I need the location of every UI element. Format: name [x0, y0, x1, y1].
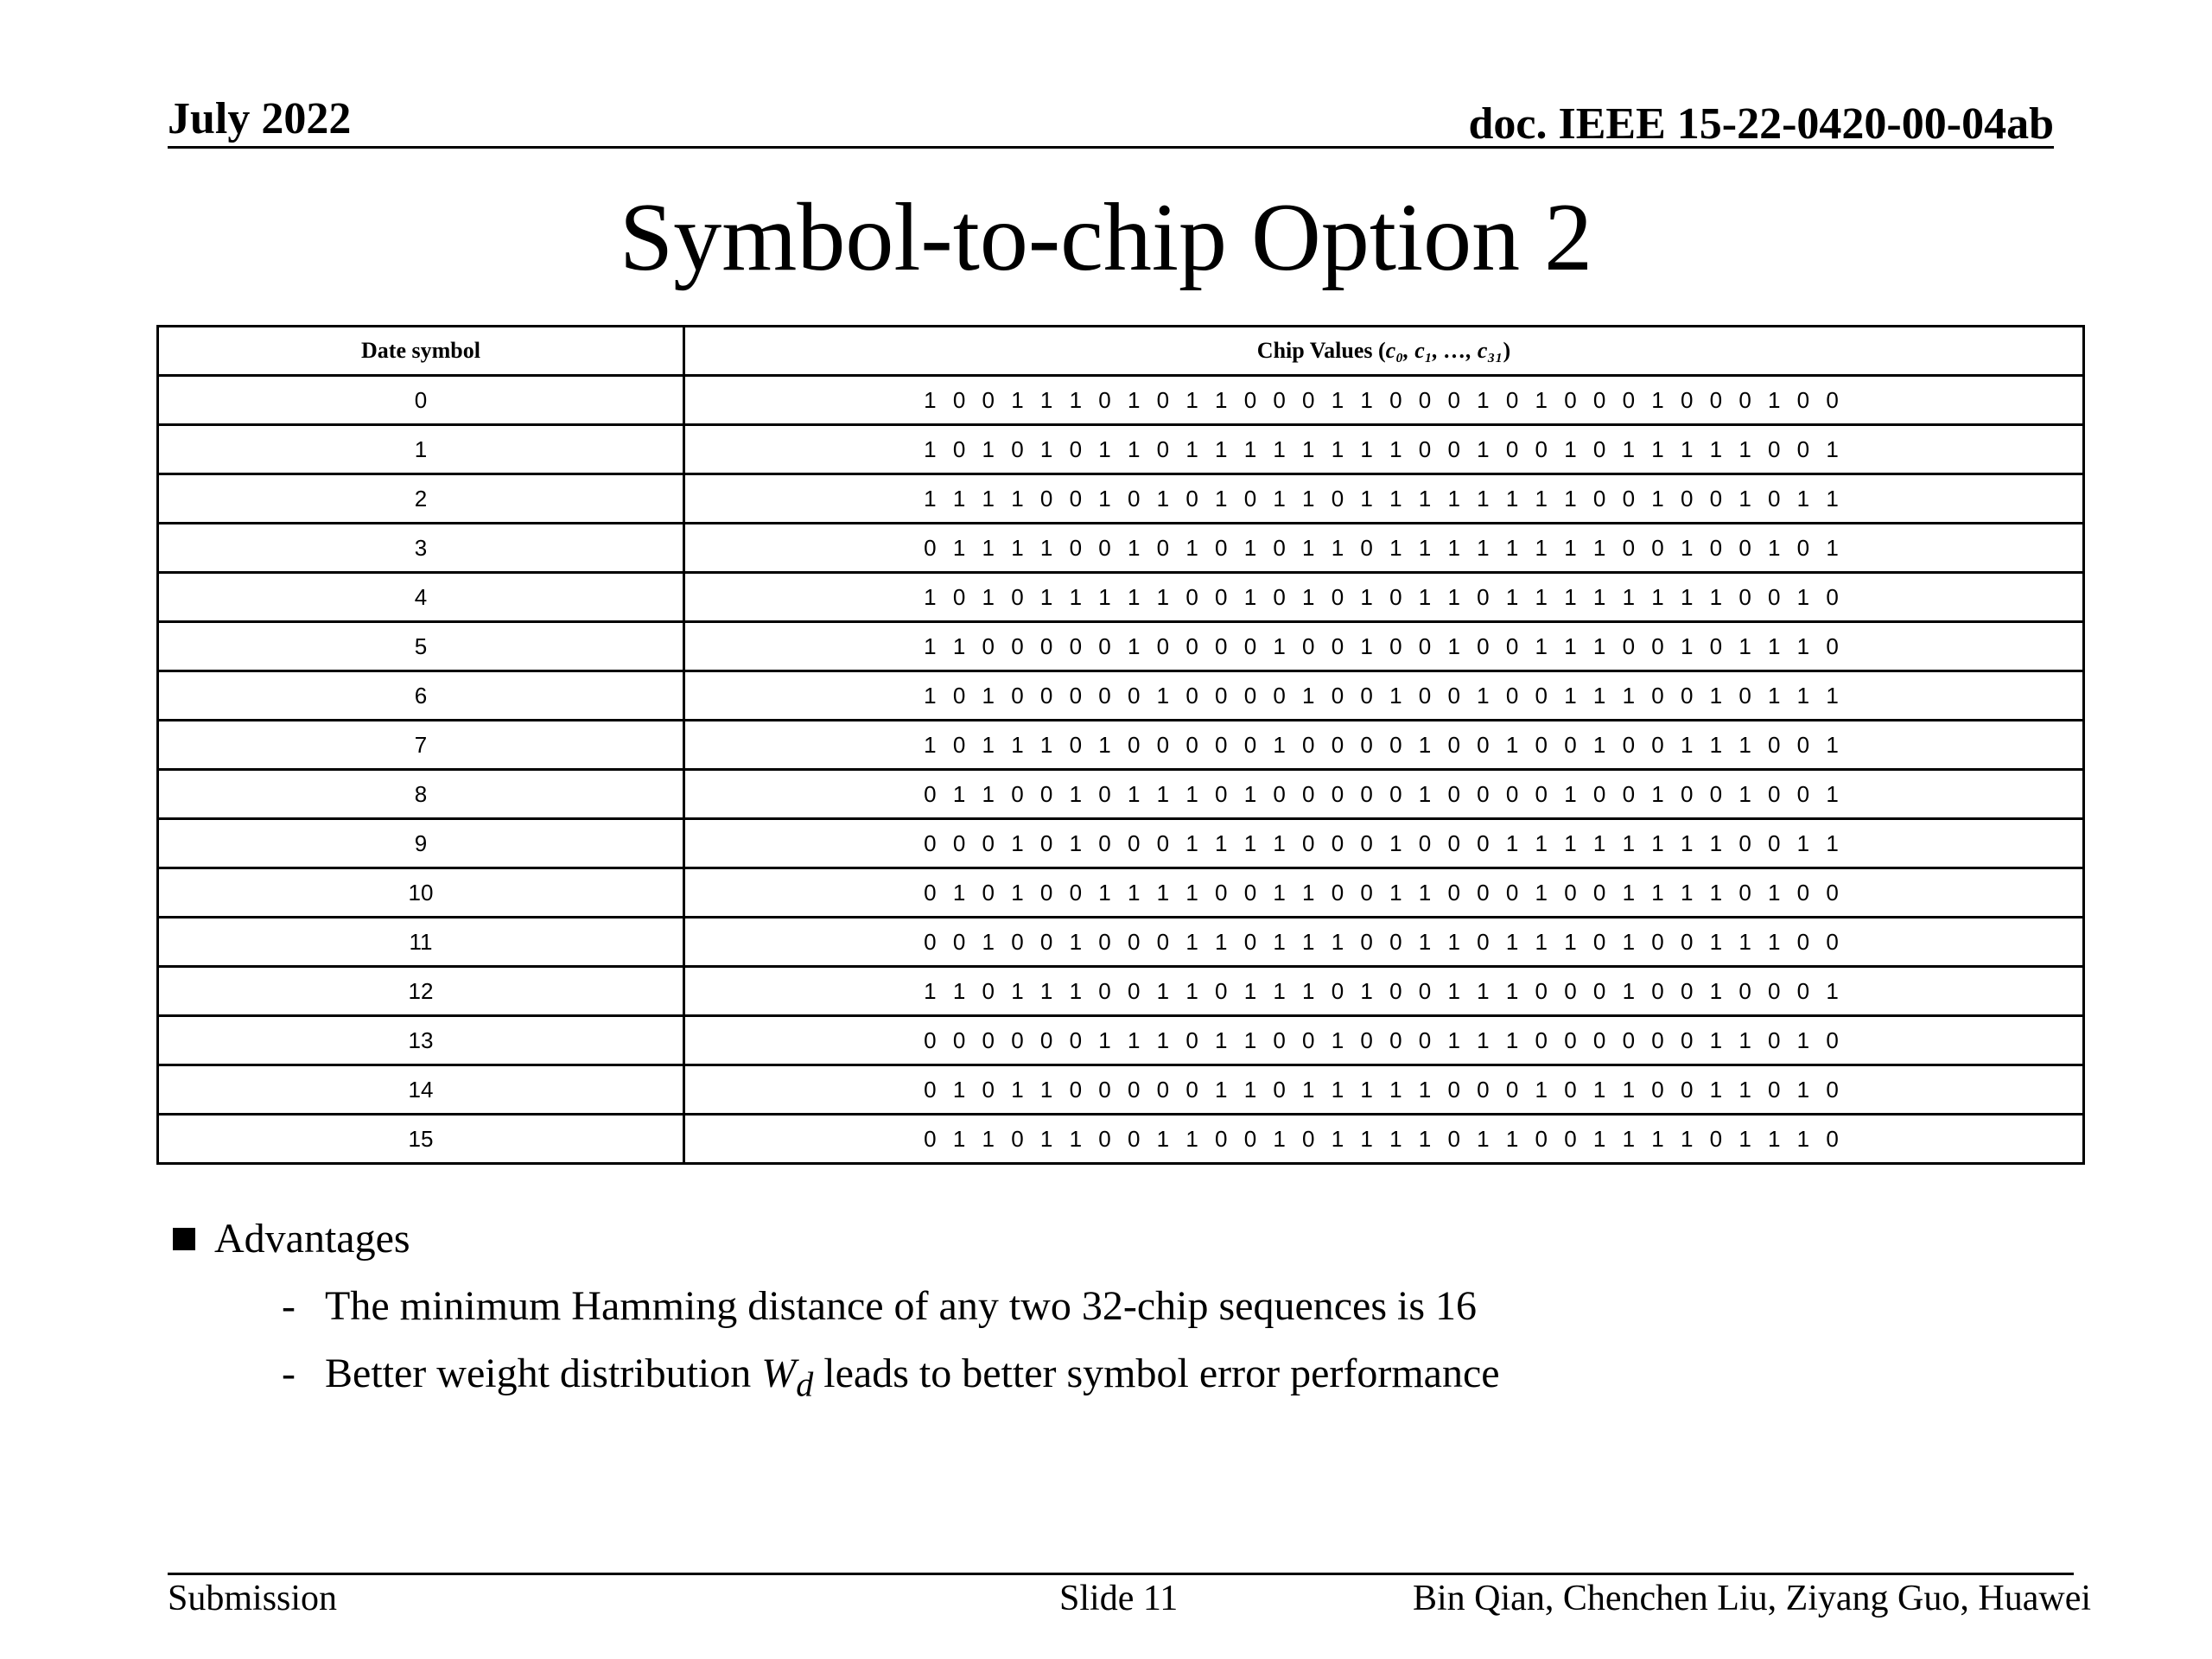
table-row [158, 425, 2084, 474]
slide-title: Symbol-to-chip Option 2 [619, 184, 1593, 291]
chip-values-cell: 1 0 1 0 0 0 0 0 1 0 0 0 0 1 0 0 1 0 0 1 0 0 1 1 1 0 0 1 0 1 1 1 [684, 671, 2084, 721]
chip-values-cell: 0 0 0 1 0 1 0 0 0 1 1 1 1 0 0 0 1 0 0 0 1 1 1 1 1 1 1 1 0 0 1 1 [684, 819, 2084, 868]
symbol-cell: 8 [158, 770, 684, 819]
symbol-cell: 1 [158, 425, 684, 474]
chip-values-cell: 1 0 0 1 1 1 0 1 0 1 1 0 0 0 1 1 0 0 0 1 0 1 0 0 0 1 0 0 0 1 0 0 [684, 376, 2084, 425]
chip-values-cell: 0 1 0 1 1 0 0 0 0 0 1 1 0 1 1 1 1 1 0 0 0 1 0 1 1 0 0 1 1 0 1 0 [684, 1065, 2084, 1115]
table-row [158, 770, 2084, 819]
advantage-text [325, 1350, 1500, 1405]
advantage-text-post: leads to better symbol error performance [813, 1351, 1500, 1396]
advantages-label: Advantages [214, 1216, 410, 1262]
symbol-cell: 11 [158, 918, 684, 967]
weight-symbol: W [761, 1351, 797, 1396]
symbol-cell: 15 [158, 1115, 684, 1164]
chip-values-cell: 1 1 0 1 1 1 0 0 1 1 0 1 1 1 0 1 0 0 1 1 1 0 0 0 1 0 0 1 0 0 0 1 [684, 967, 2084, 1016]
table-row [158, 573, 2084, 622]
footer-divider [168, 1573, 2074, 1575]
dash-bullet: - [282, 1351, 296, 1396]
table-row [158, 622, 2084, 671]
table-row [158, 1065, 2084, 1115]
chip-values-cell: 1 1 1 1 0 0 1 0 1 0 1 0 1 1 0 1 1 1 1 1 1 1 1 0 0 1 0 0 1 0 1 1 [684, 474, 2084, 524]
square-bullet-icon [173, 1228, 195, 1250]
chip-values-cell: 0 1 0 1 0 0 1 1 1 1 0 0 1 1 0 0 1 1 0 0 0 1 0 0 1 1 1 1 0 1 0 0 [684, 868, 2084, 918]
advantage-item-hamming [282, 1282, 1477, 1330]
chips-header-math: c₀, c₁, …, c₃₁ [1385, 338, 1503, 363]
table-row [158, 474, 2084, 524]
chips-header-suffix: ) [1503, 338, 1511, 363]
chip-values-cell: 1 0 1 0 1 0 1 1 0 1 1 1 1 1 1 1 1 0 0 1 0 0 1 0 1 1 1 1 1 0 0 1 [684, 425, 2084, 474]
dash-bullet: - [282, 1283, 296, 1329]
footer-slide-number: Slide 11 [1059, 1579, 1179, 1618]
table-row [158, 1115, 2084, 1164]
symbol-cell: 2 [158, 474, 684, 524]
table-row [158, 524, 2084, 573]
table-row [158, 918, 2084, 967]
symbol-cell: 7 [158, 721, 684, 770]
symbol-cell: 14 [158, 1065, 684, 1115]
table-row [158, 868, 2084, 918]
advantage-text: The minimum Hamming distance of any two 32-chip sequences is 16 [325, 1283, 1478, 1329]
chip-values-cell: 0 0 0 0 0 0 1 1 1 0 1 1 0 0 1 0 0 0 1 1 1 0 0 0 0 0 0 1 1 0 1 0 [684, 1016, 2084, 1065]
symbol-cell: 4 [158, 573, 684, 622]
header-date: July 2022 [168, 94, 352, 143]
symbol-cell: 0 [158, 376, 684, 425]
weight-subscript: d [796, 1364, 814, 1404]
table-row [158, 819, 2084, 868]
table-header-row [158, 327, 2084, 376]
table-row [158, 671, 2084, 721]
column-header-symbol: Date symbol [158, 327, 684, 376]
advantages-heading [173, 1215, 410, 1262]
advantage-item-weight [282, 1350, 1500, 1405]
chip-values-cell: 1 0 1 0 1 1 1 1 1 0 0 1 0 1 0 1 0 1 1 0 1 1 1 1 1 1 1 1 0 0 1 0 [684, 573, 2084, 622]
table-row [158, 1016, 2084, 1065]
advantage-text-pre: Better weight distribution [325, 1351, 762, 1396]
header-doc-id: doc. IEEE 15-22-0420-00-04ab [1468, 99, 2054, 149]
symbol-cell: 5 [158, 622, 684, 671]
chip-values-cell: 1 1 0 0 0 0 0 1 0 0 0 0 1 0 0 1 0 0 1 0 0 1 1 1 0 0 1 0 1 1 1 0 [684, 622, 2084, 671]
symbol-cell: 9 [158, 819, 684, 868]
symbol-cell: 10 [158, 868, 684, 918]
header-divider [168, 146, 2054, 149]
chip-values-cell: 0 1 1 1 1 0 0 1 0 1 0 1 0 1 1 0 1 1 1 1 1 1 1 1 0 0 1 0 0 1 0 1 [684, 524, 2084, 573]
footer-authors: Bin Qian, Chenchen Liu, Ziyang Guo, Huawei [1413, 1579, 2091, 1618]
column-header-chips [684, 327, 2084, 376]
chip-values-cell: 1 0 1 1 1 0 1 0 0 0 0 0 1 0 0 0 0 1 0 0 1 0 0 1 0 0 1 1 1 0 0 1 [684, 721, 2084, 770]
chip-values-cell: 0 1 1 0 0 1 0 1 1 1 0 1 0 0 0 0 0 1 0 0 0 0 1 0 0 1 0 0 1 0 0 1 [684, 770, 2084, 819]
chips-header-prefix: Chip Values ( [1256, 338, 1386, 363]
table-row [158, 376, 2084, 425]
table-row [158, 721, 2084, 770]
symbol-cell: 6 [158, 671, 684, 721]
symbol-to-chip-table [156, 325, 2085, 1165]
symbol-cell: 12 [158, 967, 684, 1016]
symbol-cell: 3 [158, 524, 684, 573]
table-row [158, 967, 2084, 1016]
chip-values-cell: 0 1 1 0 1 1 0 0 1 1 0 0 1 0 1 1 1 1 0 1 1 0 0 1 1 1 1 0 1 1 1 0 [684, 1115, 2084, 1164]
symbol-cell: 13 [158, 1016, 684, 1065]
footer-submission: Submission [168, 1579, 338, 1618]
chip-values-cell: 0 0 1 0 0 1 0 0 0 1 1 0 1 1 1 0 0 1 1 0 1 1 1 0 1 0 0 1 1 1 0 0 [684, 918, 2084, 967]
